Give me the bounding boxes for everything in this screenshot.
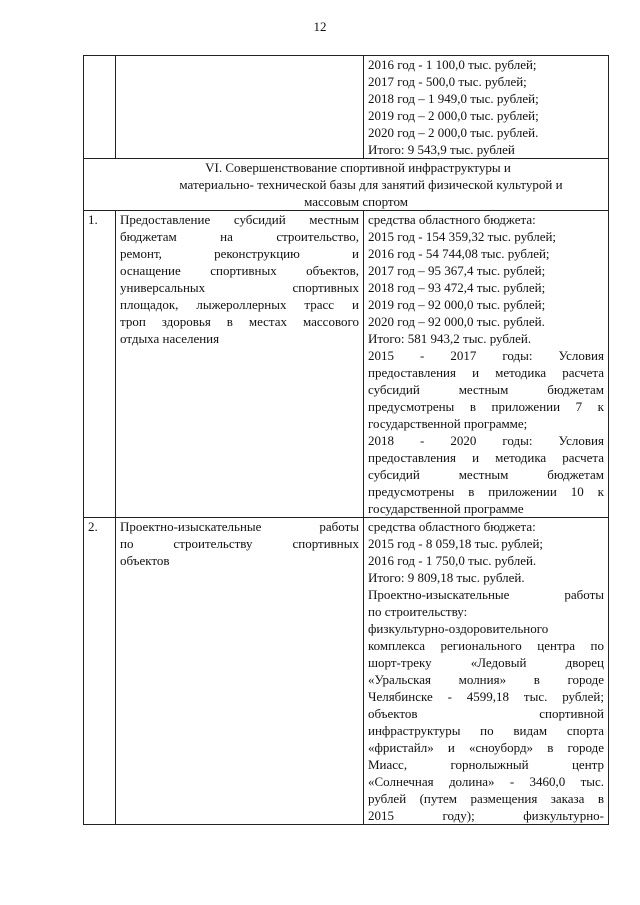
funding-note-line: физкультурно-оздоровительного bbox=[368, 621, 549, 636]
funding-note-line: государственной программе; bbox=[368, 416, 528, 431]
section-title bbox=[84, 159, 609, 211]
funding-note-line: инфраструктуры по видам спорта bbox=[368, 723, 604, 738]
funding-line: 2018 год – 93 472,4 тыс. рублей; bbox=[368, 280, 546, 295]
funding-line: 2015 год - 8 059,18 тыс. рублей; bbox=[368, 536, 544, 551]
measure-name bbox=[116, 211, 364, 518]
table-row bbox=[84, 518, 609, 825]
funding-note-line: Миасс, горнолыжный центр bbox=[368, 757, 604, 772]
name-line: ремонт, реконструкцию и bbox=[120, 246, 359, 261]
section-title-line: массовым спортом bbox=[304, 194, 408, 209]
funding-cell bbox=[364, 211, 609, 518]
funding-note-line: государственной программе bbox=[368, 501, 524, 516]
funding-total: Итого: 9 543,9 тыс. рублей bbox=[368, 142, 515, 157]
funding-note-line: «фристайл» и «сноуборд» в городе bbox=[368, 740, 604, 755]
funding-total: Итого: 581 943,2 тыс. рублей. bbox=[368, 331, 532, 346]
funding-note-line: предусмотрены в приложении 10 к bbox=[368, 484, 604, 499]
funding-note-line: предусмотрены в приложении 7 к bbox=[368, 399, 604, 414]
table-row bbox=[84, 211, 609, 518]
section-title-line: VI. Совершенствование спортивной инфраструктуры и bbox=[205, 160, 511, 175]
row-number: 1. bbox=[84, 211, 116, 518]
table-row-continuation bbox=[84, 56, 609, 159]
name-line: бюджетам на строительство, bbox=[120, 229, 359, 244]
name-line: универсальных спортивных bbox=[120, 280, 359, 295]
funding-cell bbox=[364, 56, 609, 159]
funding-line: 2018 год – 1 949,0 тыс. рублей; bbox=[368, 91, 539, 106]
measures-table bbox=[83, 55, 609, 825]
name-line: по строительству спортивных bbox=[120, 536, 359, 551]
empty-number-cell bbox=[84, 56, 116, 159]
funding-note-line: «Солнечная долина» - 3460,0 тыс. bbox=[368, 774, 604, 789]
funding-note-line: по строительству: bbox=[368, 604, 468, 619]
name-line: Предоставление субсидий местным bbox=[120, 212, 359, 227]
funding-line: 2019 год – 2 000,0 тыс. рублей; bbox=[368, 108, 539, 123]
funding-line: средства областного бюджета: bbox=[368, 519, 536, 534]
name-line: троп здоровья в местах массового bbox=[120, 314, 359, 329]
funding-note-line: 2018 - 2020 годы: Условия bbox=[368, 433, 604, 448]
funding-note-line: шорт-треку «Ледовый дворец bbox=[368, 655, 604, 670]
funding-note-line: Проектно-изыскательные работы bbox=[368, 587, 604, 602]
funding-note-line: объектов спортивной bbox=[368, 706, 604, 721]
page-number: 12 bbox=[313, 19, 327, 34]
funding-note-line: субсидий местным бюджетам bbox=[368, 382, 604, 397]
funding-line: 2016 год - 1 100,0 тыс. рублей; bbox=[368, 57, 537, 72]
funding-line: средства областного бюджета: bbox=[368, 212, 536, 227]
funding-line: 2015 год - 154 359,32 тыс. рублей; bbox=[368, 229, 557, 244]
funding-note-line: 2015 году); физкультурно- bbox=[368, 808, 604, 823]
empty-name-cell bbox=[116, 56, 364, 159]
funding-line: 2020 год – 2 000,0 тыс. рублей. bbox=[368, 125, 539, 140]
name-line: объектов bbox=[120, 553, 170, 568]
row-number: 2. bbox=[84, 518, 116, 825]
funding-note-line: субсидий местным бюджетам bbox=[368, 467, 604, 482]
funding-note-line: 2015 - 2017 годы: Условия bbox=[368, 348, 604, 363]
name-line: Проектно-изыскательные работы bbox=[120, 519, 359, 534]
funding-line: 2019 год – 92 000,0 тыс. рублей; bbox=[368, 297, 546, 312]
name-line: площадок, лыжероллерных трасс и bbox=[120, 297, 359, 312]
measure-name bbox=[116, 518, 364, 825]
section-title-line: материально- технической базы для занятий физической культурой и bbox=[179, 177, 563, 192]
funding-note-line: комплекса регионального центра по bbox=[368, 638, 604, 653]
funding-note-line: предоставления и методика расчета bbox=[368, 365, 604, 380]
name-line: оснащение спортивных объектов, bbox=[120, 263, 359, 278]
funding-note-line: рублей (путем размещения заказа в bbox=[368, 791, 604, 806]
funding-line: 2020 год – 92 000,0 тыс. рублей. bbox=[368, 314, 545, 329]
section-heading-row bbox=[84, 159, 609, 211]
funding-total: Итого: 9 809,18 тыс. рублей. bbox=[368, 570, 525, 585]
funding-note-line: Челябинске - 4599,18 тыс. рублей; bbox=[368, 689, 604, 704]
funding-cell bbox=[364, 518, 609, 825]
funding-line: 2016 год - 54 744,08 тыс. рублей; bbox=[368, 246, 550, 261]
funding-line: 2017 год – 95 367,4 тыс. рублей; bbox=[368, 263, 546, 278]
funding-note-line: «Уральская молния» в городе bbox=[368, 672, 604, 687]
name-line: отдыха населения bbox=[120, 331, 220, 346]
funding-line: 2016 год - 1 750,0 тыс. рублей. bbox=[368, 553, 537, 568]
funding-note-line: предоставления и методика расчета bbox=[368, 450, 604, 465]
funding-line: 2017 год - 500,0 тыс. рублей; bbox=[368, 74, 527, 89]
